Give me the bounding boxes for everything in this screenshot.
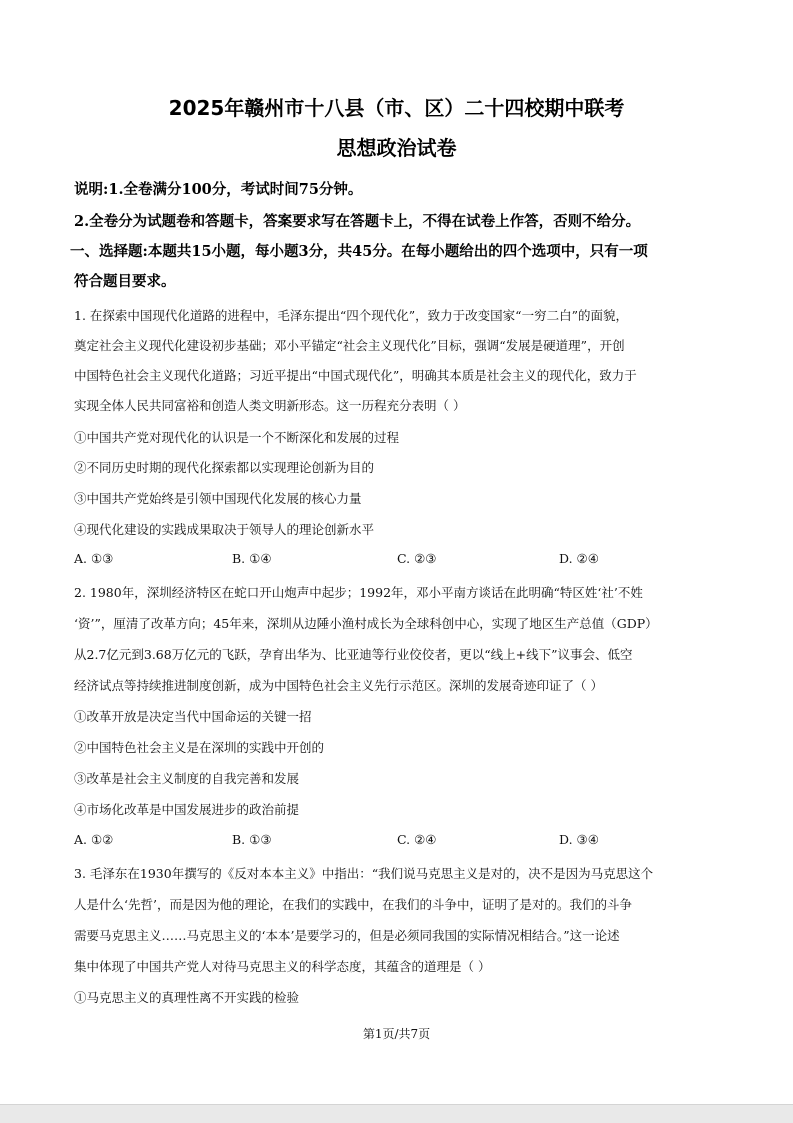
question-3-statement: ①马克思主义的真理性离不开实践的检验 xyxy=(74,990,300,1005)
question-2-option-b: B. ①③ xyxy=(232,832,272,847)
exam-title: 2025年赣州市十八县（市、区）二十四校期中联考 xyxy=(168,96,625,120)
section-heading: 一、选择题:本题共15小题，每小题3分，共45分。在每小题给出的四个选项中，只有一项 xyxy=(70,243,648,260)
question-1-stem: 中国特色社会主义现代化道路；习近平提出“中国式现代化”，明确其本质是社会主义的现代化，致力于 xyxy=(74,368,637,383)
question-2-stem: 经济试点等持续推进制度创新，成为中国特色社会主义先行示范区。深圳的发展奇迹印证了（ ） xyxy=(74,678,603,693)
question-3-stem: 需要马克思主义……马克思主义的‘本本’是要学习的，但是必须同我国的实际情况相结合。”这一论述 xyxy=(74,928,620,943)
question-3-stem: 人是什么‘先哲’，而是因为他的理论，在我们的实践中，在我们的斗争中，证明了是对的。我们的斗争 xyxy=(74,897,632,912)
page-number: 第1页/共7页 xyxy=(362,1027,431,1041)
question-2-option-d: D. ③④ xyxy=(559,832,599,847)
question-2-statement: ①改革开放是决定当代中国命运的关键一招 xyxy=(74,709,312,724)
question-1-statement: ②不同历史时期的现代化探索都以实现理论创新为目的 xyxy=(74,460,375,475)
question-1-option-a: A. ①③ xyxy=(74,551,114,566)
question-1-statement: ④现代化建设的实践成果取决于领导人的理论创新水平 xyxy=(74,522,375,537)
question-2-stem: 从2.7亿元到3.68万亿元的飞跃，孕育出华为、比亚迪等行业佼佼者，更以“线上+线下”议事会、低空 xyxy=(74,647,633,662)
question-1-stem: 实现全体人民共同富裕和创造人类文明新形态。这一历程充分表明（ ） xyxy=(74,398,466,413)
question-1-stem: 1. 在探索中国现代化道路的进程中，毛泽东提出“四个现代化”，致力于改变国家“一穷二白”的面貌， xyxy=(74,308,628,323)
instruction-line: 说明:1.全卷满分100分，考试时间75分钟。 xyxy=(74,181,363,198)
question-1-option-b: B. ①④ xyxy=(232,551,272,566)
question-1-statement: ①中国共产党对现代化的认识是一个不断深化和发展的过程 xyxy=(74,430,400,445)
viewer-bottom-bar xyxy=(0,1104,793,1123)
question-2-option-c: C. ②④ xyxy=(397,832,437,847)
section-heading-cont: 符合题目要求。 xyxy=(74,273,176,290)
question-2-stem: ‘资’”，厘清了改革方向；45年来，深圳从边陲小渔村成长为全球科创中心，实现了地区生产总值（GDP） xyxy=(74,616,658,631)
question-2-option-a: A. ①② xyxy=(74,832,114,847)
question-1-option-d: D. ②④ xyxy=(559,551,599,566)
instruction-line: 2.全卷分为试题卷和答题卡，答案要求写在答题卡上，不得在试卷上作答，否则不给分。 xyxy=(74,213,641,230)
question-2-statement: ③改革是社会主义制度的自我完善和发展 xyxy=(74,771,300,786)
question-1-option-c: C. ②③ xyxy=(397,551,437,566)
question-3-stem: 集中体现了中国共产党人对待马克思主义的科学态度，其蕴含的道理是（ ） xyxy=(74,959,491,974)
exam-subject: 思想政治试卷 xyxy=(336,136,457,160)
question-2-statement: ④市场化改革是中国发展进步的政治前提 xyxy=(74,802,300,817)
question-2-statement: ②中国特色社会主义是在深圳的实践中开创的 xyxy=(74,740,325,755)
question-1-statement: ③中国共产党始终是引领中国现代化发展的核心力量 xyxy=(74,491,362,506)
question-2-stem: 2. 1980年，深圳经济特区在蛇口开山炮声中起步；1992年，邓小平南方谈话在此明确“特区姓‘社’不姓 xyxy=(74,585,643,600)
question-1-stem: 奠定社会主义现代化建设初步基础；邓小平锚定“社会主义现代化”目标，强调“发展是硬道理”，开创 xyxy=(74,338,625,353)
question-3-stem: 3. 毛泽东在1930年撰写的《反对本本主义》中指出：“我们说马克思主义是对的，决不是因为马克思这个 xyxy=(74,866,654,881)
